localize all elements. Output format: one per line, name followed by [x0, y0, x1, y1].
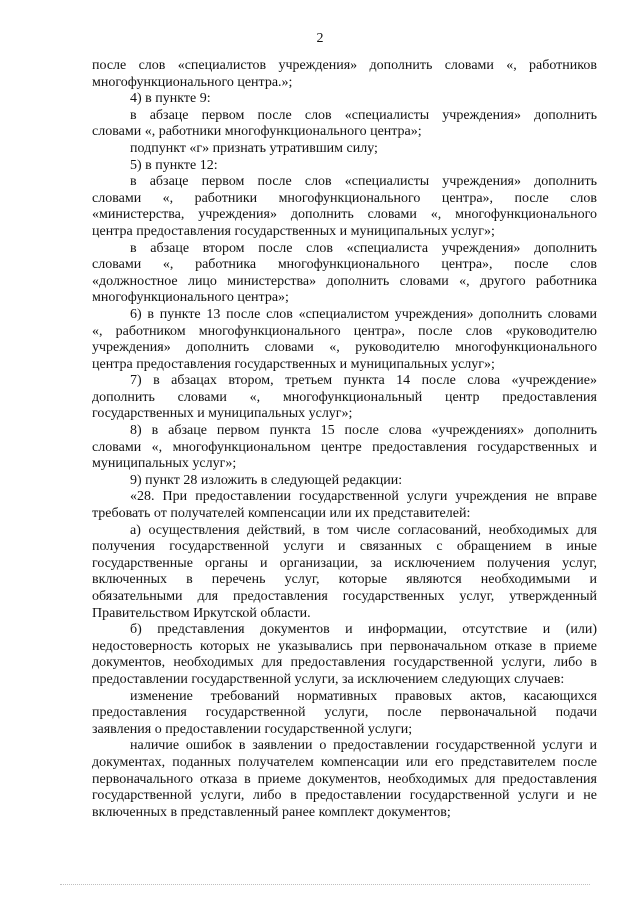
document-body	[92, 58, 597, 821]
text-line: а) осуществления действий, в том числе согласований, необходимых для	[130, 522, 597, 538]
text-line: 7) в абзацах втором, третьем пункта 14 после слова «учреждение»	[130, 373, 597, 389]
bottom-divider	[60, 884, 590, 886]
text-line: словами «, многофункциональном центре предоставления государственных и	[92, 439, 597, 455]
text-line: дополнить словами «, многофункциональный центр предоставления	[92, 389, 597, 405]
text-line: включенных в представленный ранее комплект документов;	[92, 804, 451, 820]
text-line: государственной услуги, либо в предоставлении государственной услуги и не	[92, 788, 597, 804]
text-line: 9) пункт 28 изложить в следующей редакции:	[130, 472, 403, 488]
text-line: «министерства, учреждения» дополнить словами «, многофункционального	[92, 207, 597, 223]
text-line: в абзаце первом после слов «специалисты учреждения» дополнить	[130, 107, 597, 123]
text-line: документах, поданных получателем компенсации или его представителем после	[92, 754, 597, 770]
text-line: первоначального отказа в приеме документов, необходимых для предоставления	[92, 771, 597, 787]
text-line: предоставления государственной услуги, после первоначальной подачи	[92, 705, 597, 721]
text-line: 8) в абзаце первом пункта 15 после слова «учреждениях» дополнить	[130, 423, 597, 439]
text-line: предоставлении государственной услуги, за исключением следующих случаев:	[92, 671, 565, 687]
text-line: учреждения» дополнить словами «, руководителю многофункционального	[92, 340, 597, 356]
text-line: «28. При предоставлении государственной услуги учреждения не вправе	[130, 489, 597, 505]
text-line: «, работником многофункционального центра», после слов «руководителю	[92, 323, 597, 339]
text-line: изменение требований нормативных правовых актов, касающихся	[130, 688, 597, 704]
text-line: «должностное лицо министерства» дополнить словами «, другого работника	[92, 273, 597, 289]
text-line: включенных в перечень услуг, которые являются необходимыми и	[92, 572, 597, 588]
text-line: 5) в пункте 12:	[130, 157, 218, 173]
text-line: документов, необходимых для предоставления государственной услуги, либо в	[92, 655, 597, 671]
text-line: многофункционального центра.»;	[92, 74, 293, 90]
text-line: словами «, работники многофункционального центра», после слов	[92, 190, 597, 206]
text-line: после слов «специалистов учреждения» дополнить словами «, работников	[92, 58, 597, 73]
text-line: 4) в пункте 9:	[130, 91, 211, 107]
text-line: центра предоставления государственных и муниципальных услуг»;	[92, 223, 495, 239]
text-line: словами «, работники многофункционального центра»;	[92, 124, 422, 140]
text-line: государственных и муниципальных услуг»;	[92, 406, 353, 422]
text-line: заявления о предоставлении государственной услуги;	[92, 721, 413, 737]
page-number: 2	[316, 31, 324, 46]
text-line: б) представления документов и информации, отсутствие и (или)	[130, 622, 597, 638]
text-line: обязательными для предоставления государственных услуг, утвержденный	[92, 589, 597, 604]
text-line: подпункт «г» признать утратившим силу;	[130, 140, 378, 156]
text-line: 6) в пункте 13 после слов «специалистом учреждения» дополнить словами	[130, 306, 597, 322]
text-line: многофункционального центра»;	[92, 290, 289, 306]
text-line: муниципальных услуг»;	[92, 456, 237, 472]
text-line: Правительством Иркутской области.	[92, 605, 311, 621]
text-line: словами «, работника многофункционального центра», после слов	[92, 257, 597, 273]
text-line: получения государственной услуги и связанных с обращением в иные	[92, 539, 597, 555]
text-line: в абзаце втором после слов «специалиста учреждения» дополнить	[130, 240, 597, 256]
text-line: наличие ошибок в заявлении о предоставлении государственной услуги и	[130, 738, 597, 754]
text-line: центра предоставления государственных и муниципальных услуг»;	[92, 356, 495, 372]
text-line: недостоверность которых не указывались при первоначальном отказе в приеме	[92, 638, 597, 654]
text-line: государственные органы и организации, за исключением получения услуг,	[92, 555, 597, 571]
text-line: требовать от получателей компенсации или их представителей:	[92, 506, 471, 522]
text-line: в абзаце первом после слов «специалисты учреждения» дополнить	[130, 174, 597, 190]
